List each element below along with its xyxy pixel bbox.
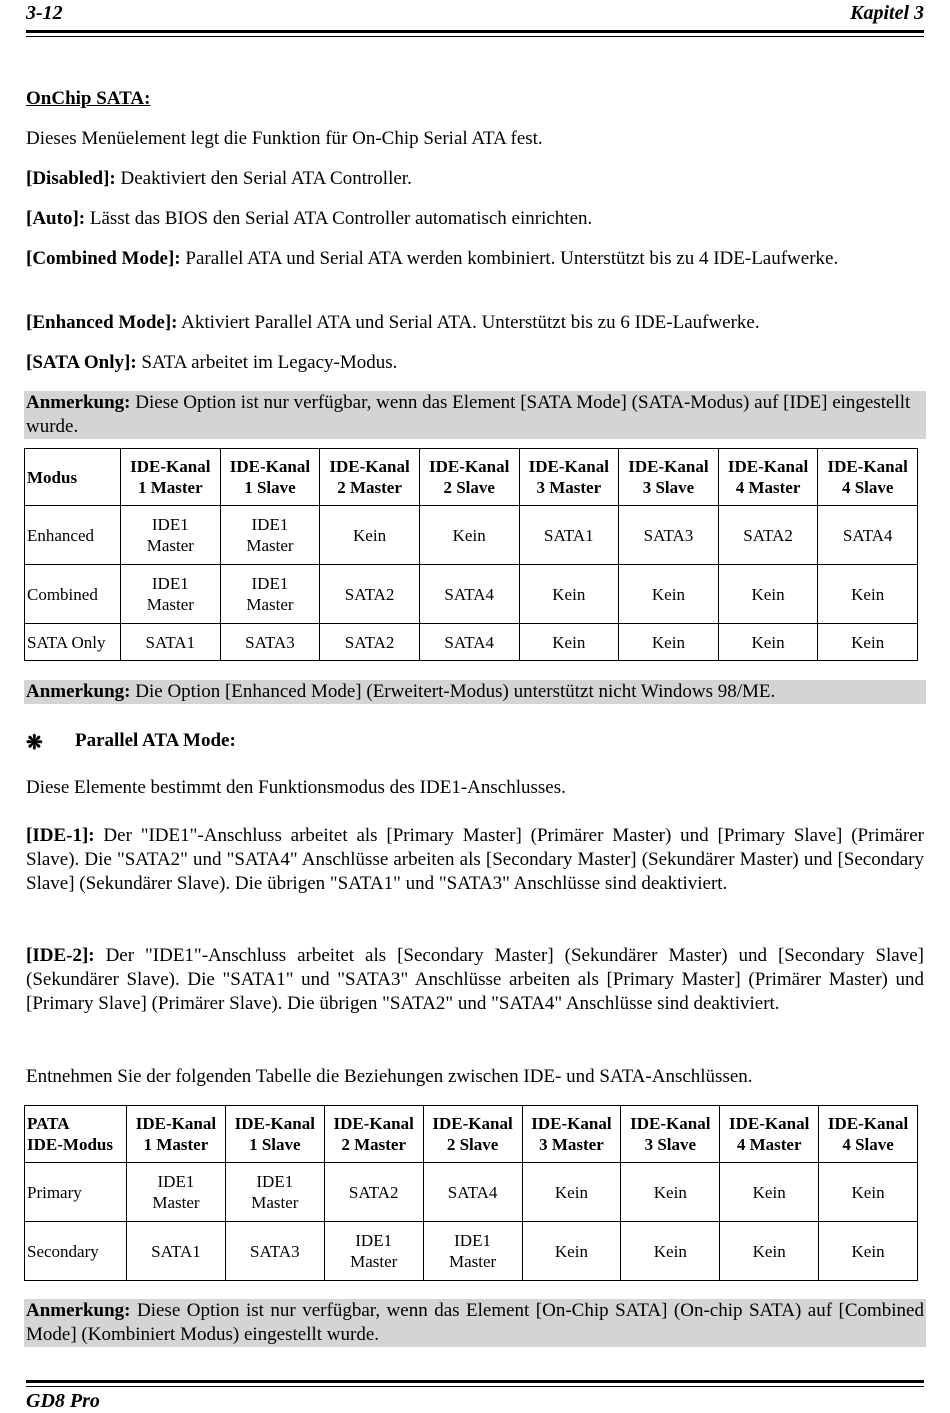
table-cell: SATA2 [718,506,818,565]
table-cell: SATA4 [818,506,918,565]
table-intro: Entnehmen Sie der folgenden Tabelle die Beziehungen zwischen IDE- und SATA-Anschlüssen. [26,1066,753,1087]
column-header: PATA IDE-Modus [25,1106,127,1163]
table-cell: Kein [619,565,719,624]
column-header: IDE-Kanal 3 Master [522,1106,621,1163]
table-cell: Enhanced [25,506,121,565]
table-cell: SATA2 [320,624,420,661]
table-cell: Kein [718,565,818,624]
table-cell: Kein [621,1222,720,1281]
header-rule-thin [26,36,924,37]
option-combined: [Combined Mode]: Parallel ATA und Serial ATA werden kombiniert. Unterstützt bis zu 4 IDE-Laufwerke. [26,248,839,269]
table-cell: SATA4 [423,1163,522,1222]
table-row [25,1222,918,1281]
table-cell: SATA4 [419,565,519,624]
option-sata-only: [SATA Only]: SATA arbeitet im Legacy-Modus. [26,352,398,373]
note-sata-mode: Anmerkung: Diese Option ist nur verfügbar, wenn das Element [SATA Mode] (SATA-Modus) auf [IDE] eingestellt wurde. [24,391,926,439]
table-cell: Kein [819,1163,918,1222]
table-cell: Kein [818,565,918,624]
table-cell: IDE1 Master [324,1222,423,1281]
note-onchip-sata: Anmerkung: Diese Option ist nur verfügbar, wenn das Element [On-Chip SATA] (On-chip SATA) auf [Combined Mode] (Kombiniert Modus) eingestellt wurde. [26,1300,924,1345]
column-header: IDE-Kanal 2 Master [324,1106,423,1163]
table-cell: IDE1 Master [225,1163,324,1222]
column-header: IDE-Kanal 2 Slave [423,1106,522,1163]
parallel-ata-intro: Diese Elemente bestimmt den Funktionsmodus des IDE1-Anschlusses. [26,777,566,798]
column-header: IDE-Kanal 1 Master [121,449,221,506]
table-cell: SATA Only [25,624,121,661]
option-auto: [Auto]: Lässt das BIOS den Serial ATA Controller automatisch einrichten. [26,208,593,229]
mode-table [24,448,918,661]
page-header [26,0,924,34]
table-cell: SATA3 [225,1222,324,1281]
note-enhanced-mode: Anmerkung: Die Option [Enhanced Mode] (Erweitert-Modus) unterstützt nicht Windows 98/ME. [24,680,926,704]
table-cell: SATA4 [419,624,519,661]
table-cell: SATA3 [619,506,719,565]
table-cell: Kein [320,506,420,565]
table-cell: Kein [522,1163,621,1222]
table-cell: Kein [818,624,918,661]
column-header: IDE-Kanal 2 Slave [419,449,519,506]
footer-model: GD8 Pro [26,1390,100,1412]
column-header: IDE-Kanal 4 Slave [818,449,918,506]
table-cell: SATA2 [320,565,420,624]
table-cell: Kein [519,565,619,624]
table-cell: Kein [621,1163,720,1222]
table-cell: Kein [720,1222,819,1281]
table-cell: Kein [522,1222,621,1281]
header-rule [26,30,924,33]
column-header: Modus [25,449,121,506]
table-cell: Primary [25,1163,127,1222]
table-cell: IDE1 Master [127,1163,226,1222]
pata-table [24,1105,918,1281]
table-cell: SATA3 [220,624,320,661]
table-cell: Kein [519,624,619,661]
ide2-description: [IDE-2]: Der "IDE1"-Anschluss arbeitet als [Secondary Master] (Sekundärer Master) und [Secondary Slave] (Sekundärer Slave). Die "SATA1" und "SATA3" Anschlüsse arbeiten als [Primary Master] (Primärer Master) und [Primary Slave] (Primärer Slave). Die übrigen "SATA2" und "SATA4" Anschlüsse sind deaktiviert. [26,945,924,1014]
bullet-icon: ❋ [26,732,43,754]
column-header: IDE-Kanal 3 Slave [621,1106,720,1163]
table-cell: Secondary [25,1222,127,1281]
parallel-ata-heading: Parallel ATA Mode: [75,730,236,751]
table-cell: Kein [720,1163,819,1222]
table-row [25,624,918,661]
column-header: IDE-Kanal 3 Slave [619,449,719,506]
table-cell: IDE1 Master [423,1222,522,1281]
table-cell: Combined [25,565,121,624]
table-row [25,565,918,624]
footer-rule-thin [26,1386,924,1387]
table-cell: Kein [718,624,818,661]
intro-text: Dieses Menüelement legt die Funktion für On-Chip Serial ATA fest. [26,128,543,149]
table-row [25,1163,918,1222]
column-header: IDE-Kanal 2 Master [320,449,420,506]
table-cell: IDE1 Master [121,565,221,624]
table-cell: IDE1 Master [220,565,320,624]
column-header: IDE-Kanal 4 Master [720,1106,819,1163]
footer-rule [26,1380,924,1383]
column-header: IDE-Kanal 1 Master [127,1106,226,1163]
section-heading: OnChip SATA: [26,88,151,109]
table-cell: IDE1 Master [121,506,221,565]
column-header: IDE-Kanal 3 Master [519,449,619,506]
table-cell: SATA2 [324,1163,423,1222]
ide1-description: [IDE-1]: Der "IDE1"-Anschluss arbeitet als [Primary Master] (Primärer Master) und [Primary Slave] (Primärer Slave). Die "SATA2" und "SATA4" Anschlüsse arbeiten als [Secondary Master] (Sekundärer Master) und [Secondary Slave] (Sekundärer Slave). Die übrigen "SATA1" und "SATA3" Anschlüsse sind deaktiviert. [26,825,924,894]
table-cell: SATA1 [519,506,619,565]
table-cell: IDE1 Master [220,506,320,565]
table-cell: SATA1 [121,624,221,661]
column-header: IDE-Kanal 4 Master [718,449,818,506]
column-header: IDE-Kanal 4 Slave [819,1106,918,1163]
table-cell: Kein [819,1222,918,1281]
option-enhanced: [Enhanced Mode]: Aktiviert Parallel ATA und Serial ATA. Unterstützt bis zu 6 IDE-Laufwerke. [26,312,760,333]
page-number: 3-12 [26,2,63,24]
table-cell: Kein [619,624,719,661]
column-header: IDE-Kanal 1 Slave [220,449,320,506]
table-row [25,506,918,565]
chapter-title: Kapitel 3 [850,2,924,24]
table-cell: SATA1 [127,1222,226,1281]
table-cell: Kein [419,506,519,565]
option-disabled: [Disabled]: Deaktiviert den Serial ATA Controller. [26,168,412,189]
column-header: IDE-Kanal 1 Slave [225,1106,324,1163]
